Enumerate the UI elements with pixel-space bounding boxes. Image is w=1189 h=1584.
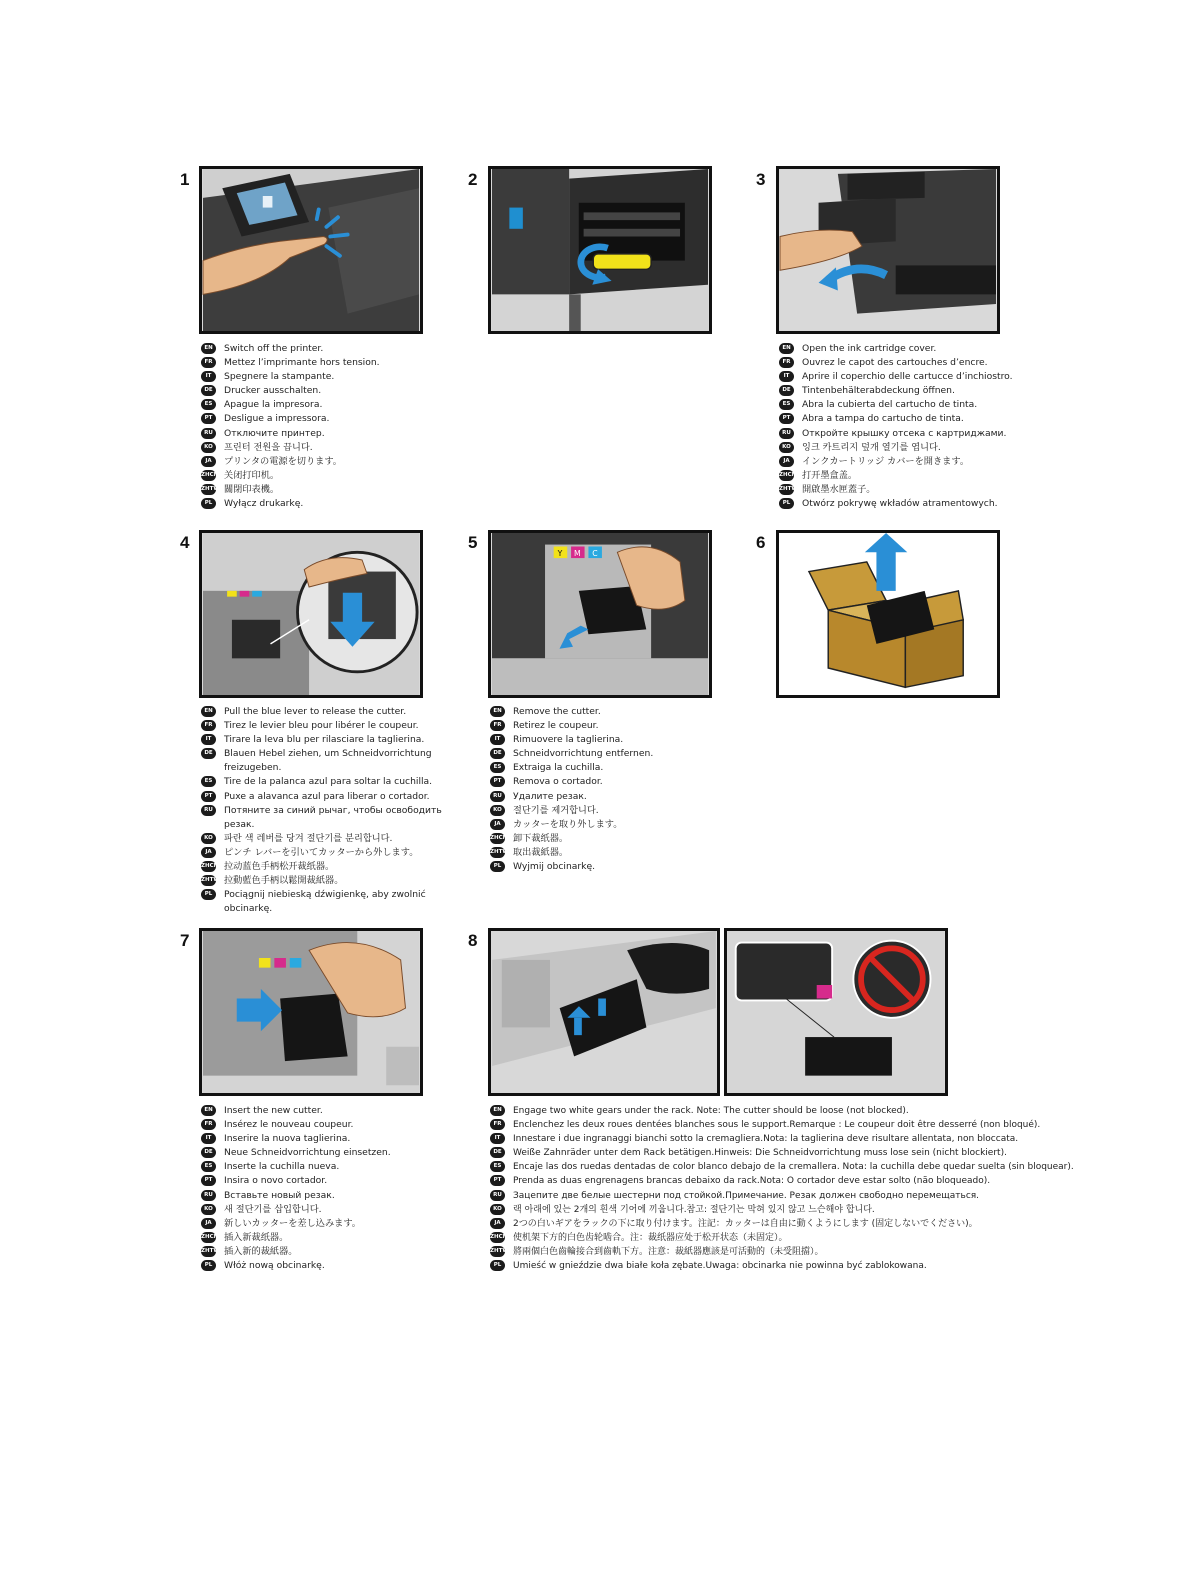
instruction-text: Mettez l’imprimante hors tension. [224,357,380,369]
instruction-text: 새 절단기를 삽입합니다. [224,1203,322,1215]
lang-badge: FR [201,357,216,368]
list-item [779,455,1039,469]
instruction-text: Insira o novo cortador. [224,1175,328,1187]
instruction-text: Зацепите две белые шестерни под стойкой.Примечание. Резак должен свободно перемещаться. [513,1190,980,1201]
list-item [490,1189,1090,1203]
lang-badge: ZHTW [201,875,216,886]
instruction-text: カッターを取り外します。 [513,818,623,830]
lang-badge: FR [490,1119,505,1130]
instruction-text: Switch off the printer. [224,343,324,354]
lang-badge: DE [490,1147,505,1158]
lang-badge: ZHTW [490,1246,505,1257]
instruction-text: 파란 색 레버를 당겨 절단기를 분리합니다. [224,832,393,844]
lang-badge: ES [201,776,216,787]
instruction-text: Schneidvorrichtung entfernen. [513,748,654,760]
instruction-text: Innestare i due ingranaggi bianchi sotto la cremagliera.Nota: la taglierina deve risultare allentata, non bloccata. [513,1134,1019,1145]
instruction-text: Apague la impresora. [224,399,323,411]
lang-badge: JA [201,456,216,467]
list-item [779,370,1039,384]
instruction-text: Umieść w gnieździe dwa białe koła zębate.Uwaga: obcinarka nie powinna być zablokowana. [513,1261,927,1272]
step-3-number: 3 [756,170,766,189]
step-1-instructions [201,342,441,511]
list-item [490,790,740,804]
instruction-text: Потяните за синий рычаг, чтобы освободить резак. [224,804,442,830]
list-item [490,1217,1090,1231]
instruction-text: Откройте крышку отсека с картриджами. [802,427,1007,439]
blue-lever-illustration [202,533,420,695]
instruction-text: Inserte la cuchilla nueva. [224,1161,340,1173]
list-item [490,733,740,747]
printer-power-illustration [202,169,420,331]
lang-badge: KO [779,442,794,453]
lang-badge: FR [779,357,794,368]
lang-badge: KO [490,805,505,816]
instruction-text: Вставьте новый резак. [224,1189,335,1201]
list-item [201,1118,451,1132]
lang-badge: PL [490,1260,505,1271]
instruction-text: 新しいカッターを差し込みます。 [224,1217,361,1229]
list-item [490,804,740,818]
instruction-text: Tirez le levier bleu pour libérer le coupeur. [224,720,419,732]
instruction-text: Inserire la nuova taglierina. [224,1133,351,1145]
step-2-number: 2 [468,170,478,189]
list-item [201,860,451,874]
instruction-text: 插入新的裁紙器。 [224,1245,298,1257]
instruction-text: プリンタの電源を切ります。 [224,455,342,467]
lang-badge: ES [490,1161,505,1172]
list-item [490,761,740,775]
ink-label-c: C [592,549,598,559]
instruction-text: Enclenchez les deux roues dentées blanches sous le support.Remarque : Le coupeur doit être desserré (non bloqué). [513,1120,1041,1131]
lang-badge: EN [490,706,505,717]
lang-badge: IT [201,734,216,745]
step-8-illustration-gears [488,928,720,1096]
lang-badge: JA [779,456,794,467]
insert-cutter-illustration [202,931,420,1093]
lang-badge: IT [779,371,794,382]
lang-badge: PL [201,498,216,509]
list-item [201,370,441,384]
instruction-text: 取出裁紙器。 [513,846,569,858]
list-item [490,846,740,860]
instruction-text: Extraiga la cuchilla. [513,762,604,774]
instruction-text: 使机架下方的白色齿轮啮合。注：裁纸器应处于松开状态（未固定）。 [513,1232,788,1243]
instruction-text: Puxe a alavanca azul para liberar o cortador. [224,790,430,802]
step-5-illustration [488,530,712,698]
lang-badge: RU [779,428,794,439]
list-item [201,804,451,832]
lang-badge: PL [201,1260,216,1271]
step-6-illustration [776,530,1000,698]
instruction-text: Desligue a impressora. [224,413,330,425]
instruction-text: Aprire il coperchio delle cartucce d’inchiostro. [802,371,1013,383]
instruction-text: Otwórz pokrywę wkładów atramentowych. [802,498,998,510]
list-item [201,441,441,455]
lang-badge: PT [201,1175,216,1186]
lang-badge: KO [490,1204,505,1215]
lang-badge: IT [490,1133,505,1144]
instruction-text: Drucker ausschalten. [224,385,322,397]
list-item [201,832,451,846]
step-4-number: 4 [180,533,190,552]
lang-badge: ZHCN [779,470,794,481]
list-item [201,874,451,888]
list-item [490,705,740,719]
list-item [201,1231,451,1245]
lang-badge: ES [201,1161,216,1172]
lang-badge: ZHCN [490,833,505,844]
instruction-text: Engage two white gears under the rack. Note: The cutter should be loose (not blocked). [513,1106,909,1116]
lang-badge: DE [201,748,216,759]
instruction-text: Rimuovere la taglierina. [513,734,624,746]
remove-cutter-illustration [491,533,709,695]
instruction-text: Tintenbehälterabdeckung öffnen. [802,385,955,397]
instruction-text: Отключите принтер. [224,427,325,439]
lang-badge: JA [490,1218,505,1229]
list-item [779,441,1039,455]
lang-badge: JA [201,1218,216,1229]
list-item [490,1118,1090,1132]
instruction-text: インクカートリッジ カバーを開きます。 [802,455,970,467]
list-item [201,846,451,860]
list-item [779,469,1039,483]
list-item [779,483,1039,497]
engage-gears-illustration [491,931,717,1093]
list-item [201,1189,451,1203]
lang-badge: KO [201,833,216,844]
lang-badge: DE [490,748,505,759]
instruction-text: 랙 아래에 있는 2개의 흰색 기어에 끼웁니다.참고: 절단기는 막혀 있지 않고 느슨해야 합니다. [513,1204,875,1215]
list-item [201,775,451,789]
lang-badge: JA [490,819,505,830]
list-item [201,412,441,426]
instruction-text: 打开墨盒盖。 [802,469,858,481]
list-item [490,1160,1090,1174]
step-7-number: 7 [180,931,190,950]
list-item [201,483,441,497]
instruction-text: Encaje las dos ruedas dentadas de color blanco debajo de la cremallera. Nota: la cuchilla debe quedar suelta (sin bloquear). [513,1162,1074,1173]
list-item [779,384,1039,398]
lang-badge: EN [490,1105,505,1116]
lang-badge: RU [490,791,505,802]
list-item [490,1231,1090,1245]
lang-badge: RU [201,805,216,816]
step-1-number: 1 [180,170,190,189]
list-item [490,719,740,733]
lang-badge: KO [201,1204,216,1215]
instruction-text: 關閉印表機。 [224,483,280,495]
lang-badge: JA [201,847,216,858]
instruction-text: 插入新裁纸器。 [224,1231,289,1243]
step-8-instructions [490,1104,1090,1273]
list-item [490,1132,1090,1146]
step-8-number: 8 [468,931,478,950]
lang-badge: ZHTW [490,847,505,858]
lang-badge: ES [779,399,794,410]
lang-badge: EN [779,343,794,354]
list-item [201,1259,451,1273]
lang-badge: PT [779,413,794,424]
instruction-text: Weiße Zahnräder unter dem Rack betätigen.Hinweis: Die Schneidvorrichtung muss lose sein (nicht blockiert). [513,1148,1007,1159]
instruction-text: 將兩個白色齒輪接合到齒軌下方。注意：裁紙器應該是可活動的（未受阻擋）。 [513,1246,824,1257]
instruction-text: Retirez le coupeur. [513,720,599,732]
step-4-illustration [199,530,423,698]
lang-badge: EN [201,706,216,717]
list-item [201,427,441,441]
lang-badge: IT [201,1133,216,1144]
lang-badge: FR [490,720,505,731]
lang-badge: PT [490,1175,505,1186]
lang-badge: ZHCN [201,861,216,872]
lang-badge: ES [490,762,505,773]
ink-label-m: M [573,549,581,559]
instruction-text: Wyjmij obcinarkę. [513,861,596,873]
list-item [201,747,451,775]
lang-badge: DE [779,385,794,396]
instruction-text: 拉动蓝色手柄松开裁纸器。 [224,861,335,873]
step-3-instructions [779,342,1039,511]
instruction-text: Prenda as duas engrenagens brancas debaixo da rack.Nota: O cortador deve estar solto (não bloqueado). [513,1176,991,1187]
lang-badge: RU [490,1190,505,1201]
instruction-text: Удалите резак. [513,790,587,802]
list-item [490,1174,1090,1188]
list-item [201,1160,451,1174]
list-item [779,342,1039,356]
lang-badge: IT [201,371,216,382]
instruction-text: Open the ink cartridge cover. [802,343,937,354]
instruction-text: 잉크 카트리지 덮개 열기를 엽니다. [802,441,941,453]
instruction-text: Pociągnij niebieską dźwigienkę, aby zwolnić obcinarkę. [224,889,426,915]
lang-badge: ZHCN [490,1232,505,1243]
list-item [779,497,1039,511]
instruction-text: Insérez le nouveau coupeur. [224,1119,354,1131]
list-item [779,356,1039,370]
lang-badge: EN [201,343,216,354]
ink-cover-illustration [779,169,997,331]
lang-badge: EN [201,1105,216,1116]
list-item [201,790,451,804]
instruction-text: 프린터 전원을 끕니다. [224,441,313,453]
instruction-text: 開啟墨水匣蓋子。 [802,483,876,495]
lang-badge: DE [201,1147,216,1158]
lang-badge: KO [201,442,216,453]
list-item [201,1203,451,1217]
instruction-text: Spegnere la stampante. [224,371,335,383]
list-item [201,1245,451,1259]
instruction-text: Abra a tampa do cartucho de tinta. [802,413,964,425]
step-8-illustration-forbidden [724,928,948,1096]
lang-badge: DE [201,385,216,396]
instruction-text: 关闭打印机。 [224,469,280,481]
lang-badge: FR [201,720,216,731]
step-1-illustration [199,166,423,334]
list-item [201,705,451,719]
list-item [201,455,441,469]
lang-badge: FR [201,1119,216,1130]
lang-badge: PL [779,498,794,509]
list-item [779,412,1039,426]
instruction-text: 卸下裁纸器。 [513,832,569,844]
lang-badge: PT [201,413,216,424]
lang-badge: ZHCN [201,470,216,481]
list-item [490,818,740,832]
step-7-instructions [201,1104,451,1273]
instruction-text: 拉動藍色手柄以鬆開裁紙器。 [224,875,344,887]
list-item [201,1132,451,1146]
cutter-box-illustration [779,533,997,695]
list-item [201,719,451,733]
lang-badge: ES [201,399,216,410]
lang-badge: ZHCN [201,1232,216,1243]
lang-badge: ZHTW [201,484,216,495]
list-item [201,497,441,511]
list-item [490,860,740,874]
yellow-lever-illustration [491,169,709,331]
instruction-text: Tire de la palanca azul para soltar la cuchilla. [224,776,433,788]
step-5-instructions [490,705,740,874]
step-6-number: 6 [756,533,766,552]
list-item [201,888,451,916]
instruction-text: Neue Schneidvorrichtung einsetzen. [224,1147,391,1159]
forbidden-position-illustration [727,931,945,1093]
lang-badge: RU [201,1190,216,1201]
list-item [201,356,441,370]
step-4-instructions [201,705,451,916]
lang-badge: PL [490,861,505,872]
list-item [490,775,740,789]
list-item [490,747,740,761]
lang-badge: PT [201,791,216,802]
list-item [779,427,1039,441]
list-item [201,398,441,412]
instruction-text: Insert the new cutter. [224,1105,323,1116]
lang-badge: PL [201,889,216,900]
list-item [490,832,740,846]
instruction-text: Pull the blue lever to release the cutter. [224,706,407,717]
list-item [201,342,441,356]
list-item [490,1245,1090,1259]
list-item [490,1259,1090,1273]
instruction-text: 절단기를 제거합니다. [513,804,599,816]
list-item [490,1146,1090,1160]
lang-badge: PT [490,776,505,787]
step-2-illustration [488,166,712,334]
step-5-number: 5 [468,533,478,552]
instruction-text: Remove the cutter. [513,706,601,717]
instruction-text: Tirare la leva blu per rilasciare la taglierina. [224,734,425,746]
step-7-illustration [199,928,423,1096]
instruction-text: 2つの白いギアをラックの下に取り付けます。注記：カッターは自由に動くようにします (固定しないでください)。 [513,1218,978,1229]
instruction-text: Wyłącz drukarkę. [224,498,304,510]
instruction-text: Blauen Hebel ziehen, um Schneidvorrichtung freizugeben. [224,748,432,774]
list-item [201,1146,451,1160]
list-item [201,733,451,747]
list-item [490,1203,1090,1217]
instruction-text: Włóż nową obcinarkę. [224,1260,325,1272]
lang-badge: ZHTW [779,484,794,495]
lang-badge: ZHTW [201,1246,216,1257]
instruction-text: Remova o cortador. [513,776,603,788]
instruction-text: ピンチ レバーを引いてカッターから外します。 [224,846,419,858]
instruction-text: Ouvrez le capot des cartouches d’encre. [802,357,988,369]
list-item [201,469,441,483]
list-item [201,1174,451,1188]
list-item [201,1104,451,1118]
lang-badge: RU [201,428,216,439]
instruction-text: Abra la cubierta del cartucho de tinta. [802,399,978,411]
list-item [779,398,1039,412]
list-item [490,1104,1090,1118]
ink-label-y: Y [557,549,563,559]
list-item [201,384,441,398]
lang-badge: IT [490,734,505,745]
list-item [201,1217,451,1231]
step-3-illustration [776,166,1000,334]
